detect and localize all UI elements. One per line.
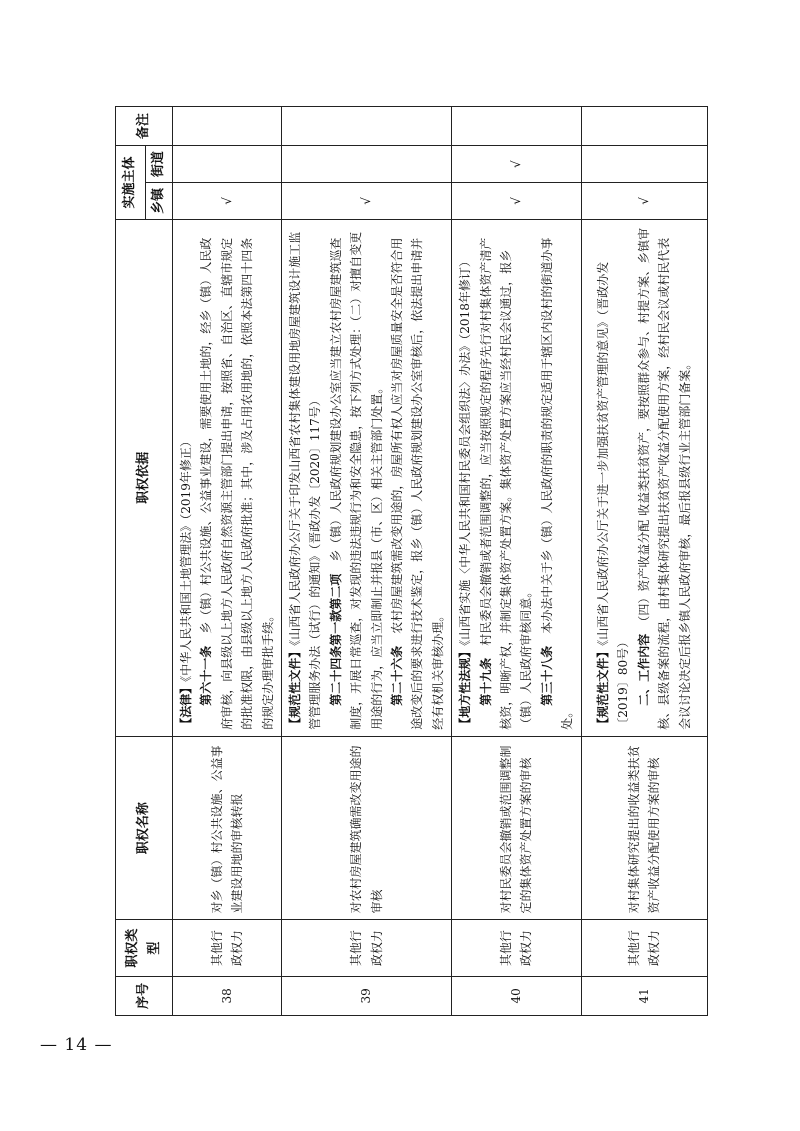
basis-title: 《中华人民共和国土地管理法》（2019年修正） xyxy=(179,435,194,682)
authority-basis xyxy=(581,219,707,736)
header-row xyxy=(116,107,146,1016)
article-text: 本办法中关于乡（镇）人民政府的职责的规定适用于辖区内设村的街道办事处。 xyxy=(539,237,575,730)
header-basis: 职权依据 xyxy=(116,219,173,736)
header-type: 职权类型 xyxy=(116,920,173,976)
remark-cell xyxy=(282,107,452,146)
article-text: 乡（镇）人民政府规划建设办公室应当建立农村房屋建筑巡查制度，开展日常巡查，对发现的违法违规行为和安全隐患，按下列方式处理：（二）对擅自变更用途的行为，应当立即制止并报县（市、区）相关主管部门处置。 xyxy=(328,231,384,730)
basis-category: 【地方性法规】 xyxy=(458,645,473,730)
town-check: √ xyxy=(282,183,452,220)
authority-name: 对村民委员会撤销或范围调整制定的集体资产处置方案的审核 xyxy=(452,736,581,920)
article-label: 第三十八条 xyxy=(539,645,554,706)
article-text: （四）资产收益分配 收益类扶贫资产，要按照群众参与、村提方案、乡镇审核、县级备案的流程，由村集体研究提出扶贫资产收益分配使用方案，经村民会议或村民代表会议讨论决定后报乡镇人民政府审核，最后报县级行业主管部门备案。 xyxy=(636,227,692,730)
header-subject: 实施主体 xyxy=(116,146,146,220)
authority-basis xyxy=(173,219,282,736)
page-number: — 14 — xyxy=(40,1035,113,1055)
authority-type: 其他行政权力 xyxy=(452,920,581,976)
basis-title: 《山西省人民政府办公厅关于进一步加强扶贫资产管理的意见》（晋政办发〔2019〕80号） xyxy=(596,261,631,730)
authority-table xyxy=(115,106,708,1016)
authority-type: 其他行政权力 xyxy=(282,920,452,976)
remark-cell xyxy=(581,107,707,146)
town-check: √ xyxy=(452,183,581,220)
row-number: 41 xyxy=(581,976,707,1015)
authority-type: 其他行政权力 xyxy=(581,920,707,976)
basis-category: 【规范性文件】 xyxy=(596,645,611,730)
article-text: 农村房屋建筑需改变用途的，房屋所有权人应当对房屋质量安全是否符合用途改变后的要求进行技术鉴定，报乡（镇）人民政府规划建设办公室审核后，依法提出申请并经有权机关审核办理。 xyxy=(390,237,445,730)
header-remark: 备注 xyxy=(116,107,173,146)
authority-type: 其他行政权力 xyxy=(173,920,282,976)
table-row xyxy=(173,107,282,1016)
header-town: 乡镇 xyxy=(146,183,173,220)
article-label: 第十九条 xyxy=(478,657,493,706)
article-label: 第六十一条 xyxy=(199,645,214,706)
table-row xyxy=(581,107,707,1016)
basis-category: 【法律】 xyxy=(179,681,194,730)
header-seq: 序号 xyxy=(116,976,173,1015)
row-number: 38 xyxy=(173,976,282,1015)
header-street: 街道 xyxy=(146,146,173,183)
street-check xyxy=(581,146,707,183)
authority-name: 对农村房屋建筑确需改变用途的审核 xyxy=(282,736,452,920)
basis-title: 《山西省人民政府办公厅关于印发山西省农村集体建设用地房屋建筑设计施工监管管理服务办法（试行）的通知》（晋政办发〔2020〕117号） xyxy=(288,231,323,730)
article-label: 第二十六条 xyxy=(390,645,404,706)
article-text: 村民委员会撤销或者范围调整的，应当按照规定的程序先行对村集体资产清产核资，明晰产权，并制定集体资产处置方案。集体资产处置方案应当经村民会议通过，报乡（镇）人民政府审核同意。 xyxy=(478,237,534,730)
town-check: √ xyxy=(581,183,707,220)
article-label: 二、工作内容 xyxy=(636,633,651,706)
basis-title: 《山西省实施〈中华人民共和国村民委员会组织法〉办法》（2018年修订） xyxy=(458,255,473,646)
authority-basis xyxy=(282,219,452,736)
town-check: √ xyxy=(173,183,282,220)
authority-name: 对乡（镇）村公共设施、公益事业建设用地的审核转报 xyxy=(173,736,282,920)
remark-cell xyxy=(452,107,581,146)
remark-cell xyxy=(173,107,282,146)
basis-category: 【规范性文件】 xyxy=(288,645,303,730)
authority-name: 对村集体研究提出的收益类扶贫资产收益分配使用方案的审核 xyxy=(581,736,707,920)
header-name: 职权名称 xyxy=(116,736,173,920)
street-check: √ xyxy=(452,146,581,183)
row-number: 40 xyxy=(452,976,581,1015)
article-text: 乡（镇）村公共设施、公益事业建设，需要使用土地的，经乡（镇）人民政府审核，向县级以上地方人民政府自然资源主管部门提出申请，按照省、自治区、直辖市规定的批准权限，由县级以上地方人民政府批准；其中，涉及占用农用地的，依照本法第四十四条的规定办理审批手续。 xyxy=(199,237,275,730)
article-label: 第二十四条第一款第二项 xyxy=(328,573,343,706)
table-row xyxy=(452,107,581,1016)
street-check xyxy=(282,146,452,183)
table-row xyxy=(282,107,452,1016)
authority-basis xyxy=(452,219,581,736)
street-check xyxy=(173,146,282,183)
row-number: 39 xyxy=(282,976,452,1015)
